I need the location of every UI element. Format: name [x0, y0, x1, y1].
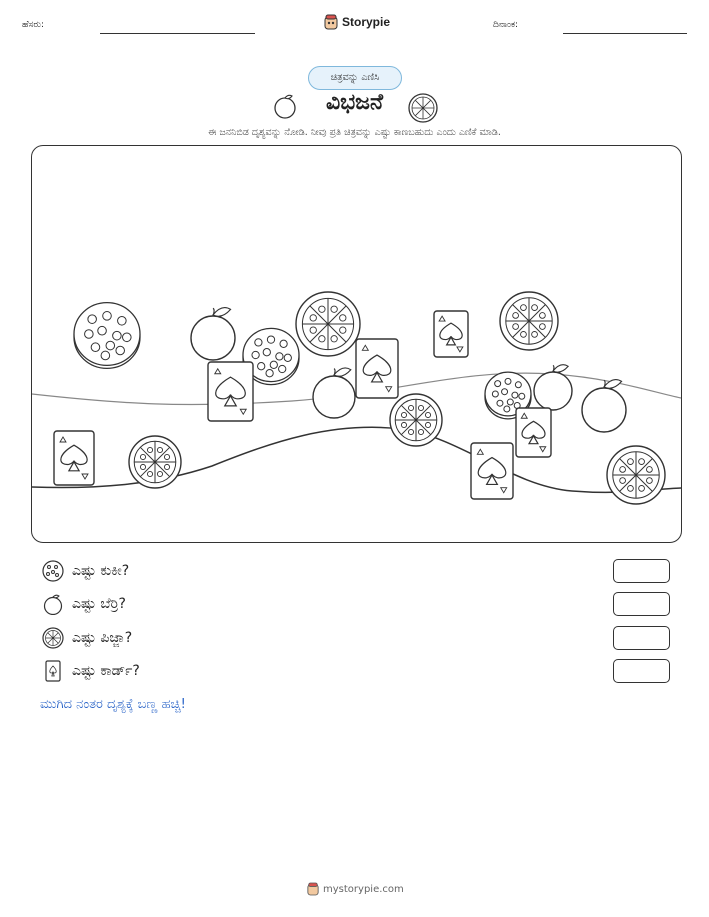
berry-icon — [272, 93, 298, 119]
site-url: mystorypie.com — [323, 883, 404, 895]
mascot-icon — [324, 14, 338, 30]
pizza-item — [607, 446, 665, 504]
page-title: ವಿಭಜನೆ — [325, 90, 384, 115]
count-picture-badge: ಚಿತ್ರವನ್ನು ಎಣಿಸಿ — [308, 66, 402, 90]
card-item — [434, 311, 468, 357]
berry-icon — [42, 593, 64, 615]
pizza-item — [390, 394, 442, 446]
site-footer — [307, 882, 404, 896]
card-item — [54, 431, 94, 485]
question-cookie — [42, 559, 129, 583]
question-pizza — [42, 626, 132, 650]
answer-box-pizza[interactable] — [613, 626, 670, 650]
pizza-item — [500, 292, 558, 350]
brand-name: Storypie — [342, 15, 391, 29]
card-item — [356, 339, 398, 398]
answer-box-card[interactable] — [613, 659, 670, 683]
pizza-icon — [42, 627, 64, 649]
berry-item — [191, 308, 235, 360]
cookie-item — [74, 303, 140, 369]
question-text: ಎಷ್ಟು ಕುಕೀ? — [72, 563, 130, 579]
brand-logo — [324, 14, 390, 30]
card-icon — [42, 660, 64, 682]
pizza-icon — [408, 93, 438, 123]
berry-item — [534, 365, 572, 410]
question-text: ಎಷ್ಟು ಬೆರ್ರಿ? — [72, 596, 126, 612]
coloring-note: ಮುಗಿದ ನಂತರ ದೃಶ್ಯಕ್ಕೆ ಬಣ್ಣ ಹಚ್ಚಿ! — [40, 697, 186, 712]
question-text: ಎಷ್ಟು ಪಿಜ್ಜಾ? — [72, 630, 133, 646]
date-label: ದಿನಾಂಕ: — [493, 20, 519, 30]
mascot-icon — [307, 882, 319, 896]
card-item — [516, 408, 551, 457]
berry-item — [313, 368, 355, 418]
counting-scene — [31, 145, 682, 543]
card-item — [471, 443, 513, 499]
date-field[interactable] — [563, 33, 687, 34]
question-card — [42, 659, 140, 683]
scene-drawing — [32, 146, 681, 542]
name-label: ಹೆಸರು: — [22, 20, 45, 30]
card-item — [208, 362, 253, 421]
answer-box-berry[interactable] — [613, 592, 670, 616]
berry-item — [582, 380, 626, 432]
pizza-item — [129, 436, 181, 488]
name-field[interactable] — [100, 33, 255, 34]
pizza-item — [296, 292, 360, 356]
answer-box-cookie[interactable] — [613, 559, 670, 583]
cookie-icon — [42, 560, 64, 582]
question-berry — [42, 592, 126, 616]
instructions: ಈ ಜನನಿಬಿಡ ದೃಶ್ಯವನ್ನು ನೋಡಿ. ನೀವು ಪ್ರತಿ ಚಿತ್ರವನ್ನು ಎಷ್ಟು ಕಾಣಬಹುದು ಎಂದು ಎಣಿಕೆ ಮಾಡಿ. — [208, 127, 501, 138]
question-text: ಎಷ್ಟು ಕಾರ್ಡ್? — [72, 663, 140, 679]
